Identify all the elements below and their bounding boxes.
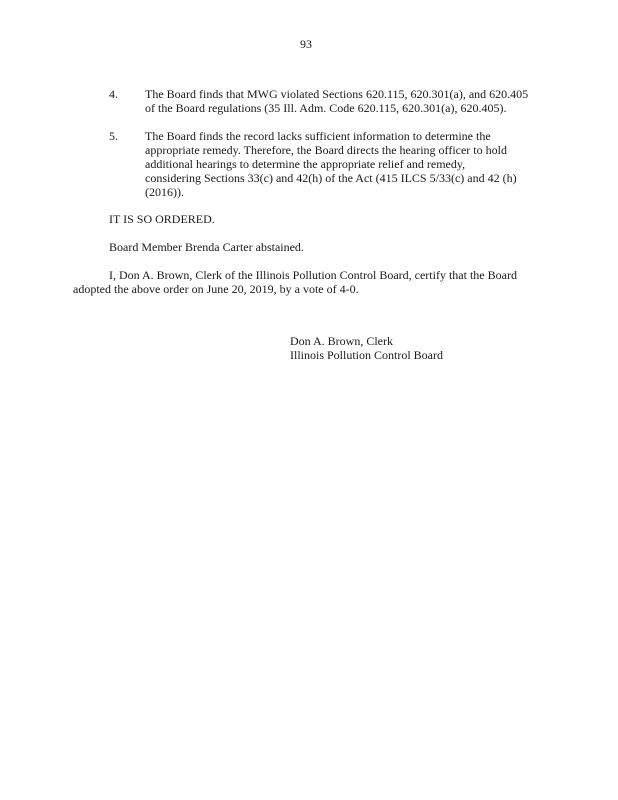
item-5-line-3: additional hearings to determine the appropriate relief and remedy, (145, 157, 466, 171)
item-5-line-5: (2016)). (145, 185, 184, 199)
abstention-note: Board Member Brenda Carter abstained. (109, 240, 304, 254)
item-number-5: 5. (109, 129, 118, 143)
item-4-line-2: of the Board regulations (35 Ill. Adm. Code 620.115, 620.301(a), 620.405). (145, 101, 507, 115)
item-number-4: 4. (109, 87, 118, 101)
certification-line-2: adopted the above order on June 20, 2019, by a vote of 4-0. (73, 282, 359, 296)
item-4-line-1: The Board finds that MWG violated Sections 620.115, 620.301(a), and 620.405 (145, 87, 529, 101)
page-number: 93 (300, 37, 312, 51)
item-5-line-1: The Board finds the record lacks sufficient information to determine the (145, 129, 491, 143)
signature-name: Don A. Brown, Clerk (290, 334, 393, 348)
certification-line-1: I, Don A. Brown, Clerk of the Illinois Pollution Control Board, certify that the Board (109, 268, 517, 282)
signature-organization: Illinois Pollution Control Board (290, 348, 444, 362)
item-5-line-4: considering Sections 33(c) and 42(h) of the Act (415 ILCS 5/33(c) and 42 (h) (145, 171, 517, 185)
item-5-line-2: appropriate remedy. Therefore, the Board directs the hearing officer to hold (145, 143, 507, 157)
ordered-statement: IT IS SO ORDERED. (109, 212, 215, 226)
